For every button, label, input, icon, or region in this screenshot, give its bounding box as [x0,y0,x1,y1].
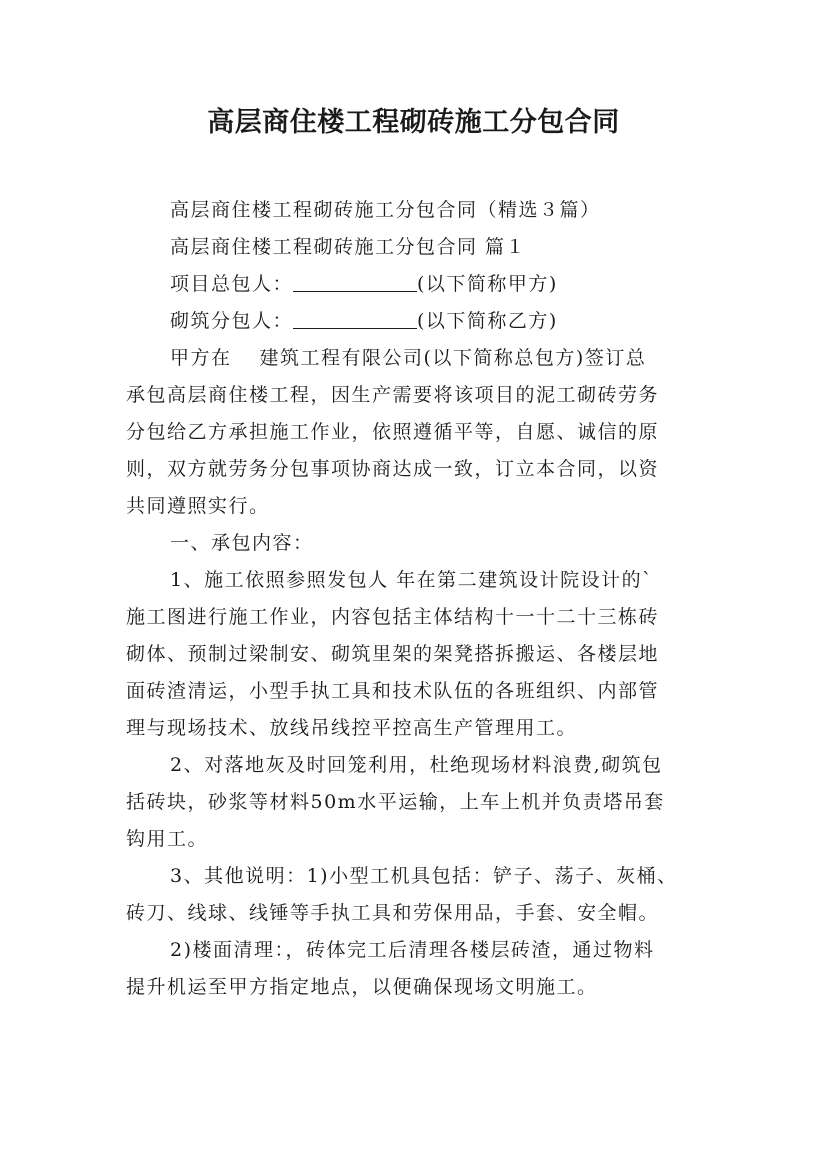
party-a-label: 项目总包人： [170,273,294,295]
intro-line-4: 则，双方就劳务分包事项协商达成一致，订立本合同，以资 [126,458,660,480]
item-3b-line-1: 2)楼面清理：，砖体完工后清理各楼层砖渣，通过物料 [170,939,655,961]
intro-line-1 [126,340,706,377]
party-b-line [126,303,706,340]
subtitle-line: 高层商住楼工程砌砖施工分包合同（精选３篇） [170,199,601,221]
party-b-note: (以下简称乙方) [417,310,558,332]
item-2-line-1: 2、对落地灰及时回笼利用，杜绝现场材料浪费,砌筑包 [170,754,663,776]
intro-line-3: 分包给乙方承担施工作业，依照遵循平等，自愿、诚信的原 [126,421,660,443]
item-2-line-2: 括砖块，砂浆等材料50m水平运输，上车上机并负责塔吊套 [126,791,665,813]
chapter-line: 高层商住楼工程砌砖施工分包合同 篇１ [170,236,527,258]
item-1-line-4: 面砖渣清运，小型手执工具和技术队伍的各班组织、内部管 [126,680,660,702]
item-2-line-3: 钩用工。 [126,828,209,850]
intro-line-1-a: 甲方在 [170,347,232,369]
party-a-note: (以下简称甲方) [417,273,558,295]
document-title: 高层商住楼工程砌砖施工分包合同 [207,107,620,138]
item-1-line-3: 砌体、预制过梁制安、砌筑里架的架凳搭拆搬运、各楼层地 [126,643,660,665]
section-1-heading: 一、承包内容： [170,532,314,554]
intro-line-2: 承包高层商住楼工程，因生产需要将该项目的泥工砌砖劳务 [126,384,660,406]
intro-line-1-b: 建筑工程有限公司(以下简称总包方)签订总 [259,347,647,369]
party-a-line [126,266,706,303]
item-3-line-2: 砖刀、线球、线锤等手执工具和劳保用品，手套、安全帽。 [126,902,660,924]
document-body [126,192,706,1006]
party-a-blank [293,273,417,292]
intro-line-5: 共同遵照实行。 [126,495,270,517]
party-b-blank [293,310,417,329]
item-1-line-5: 理与现场技术、放线吊线控平控高生产管理用工。 [126,717,578,739]
item-3b-line-2: 提升机运至甲方指定地点，以便确保现场文明施工。 [126,976,598,998]
item-1-line-2: 施工图进行施工作业，内容包括主体结构十一十二十三栋砖 [126,606,660,628]
item-1-line-1: 1、施工依照参照发包人 年在第二建筑设计院设计的` [170,569,654,591]
item-3-line-1: 3、其他说明：1)小型工机具包括：铲子、荡子、灰桶、 [170,865,678,887]
party-b-label: 砌筑分包人： [170,310,294,332]
